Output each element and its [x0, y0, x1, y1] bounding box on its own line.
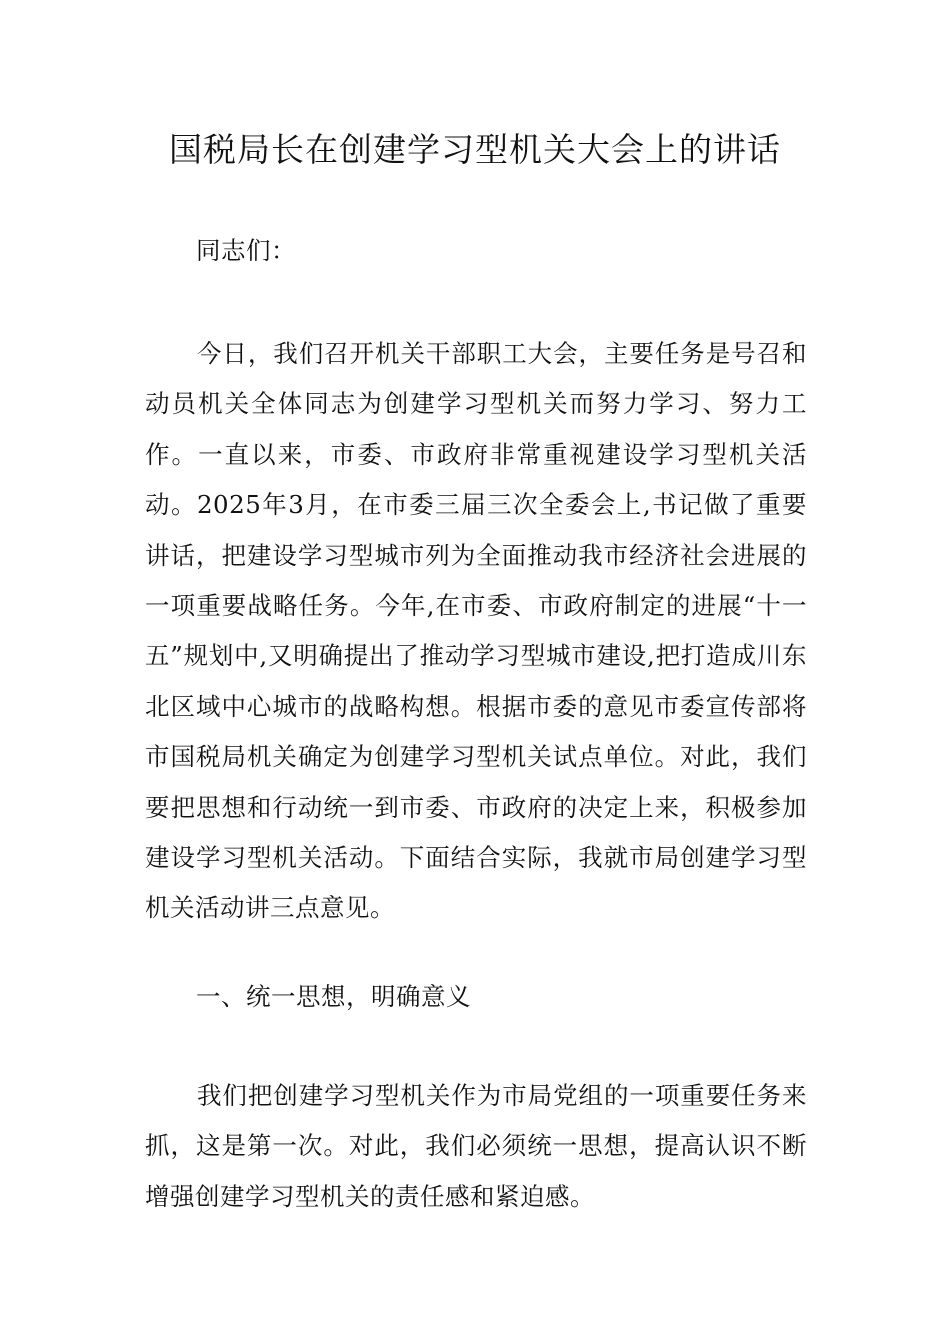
- section-heading-1: 一、统一思想，明确意义: [196, 982, 471, 1011]
- document-title: 国税局长在创建学习型机关大会上的讲话: [169, 130, 781, 169]
- paragraph-section-1: 我们把创建学习型机关作为市局党组的一项重要任务来抓，这是第一次。对此，我们必须统一思想，提高认识不断增强创建学习型机关的责任感和紧迫感。: [145, 1081, 807, 1211]
- paragraph-opening: 今日，我们召开机关干部职工大会，主要任务是号召和动员机关全体同志为创建学习型机关而努力学习、努力工作。一直以来，市委、市政府非常重视建设学习型机关活动。2025年3月，在市委三届三次全委会上,书记做了重要讲话，把建设学习型城市列为全面推动我市经济社会进展的一项重要战略任务。今年,在市委、市政府制定的进展“十一五”规划中,又明确提出了推动学习型城市建设,把打造成川东北区域中心城市的战略构想。根据市委的意见市委宣传部将市国税局机关确定为创建学习型机关试点单位。对此，我们要把思想和行动统一到市委、市政府的决定上来，积极参加建设学习型机关活动。下面结合实际，我就市局创建学习型机关活动讲三点意见。: [145, 339, 807, 923]
- salutation: 同志们：: [196, 236, 296, 265]
